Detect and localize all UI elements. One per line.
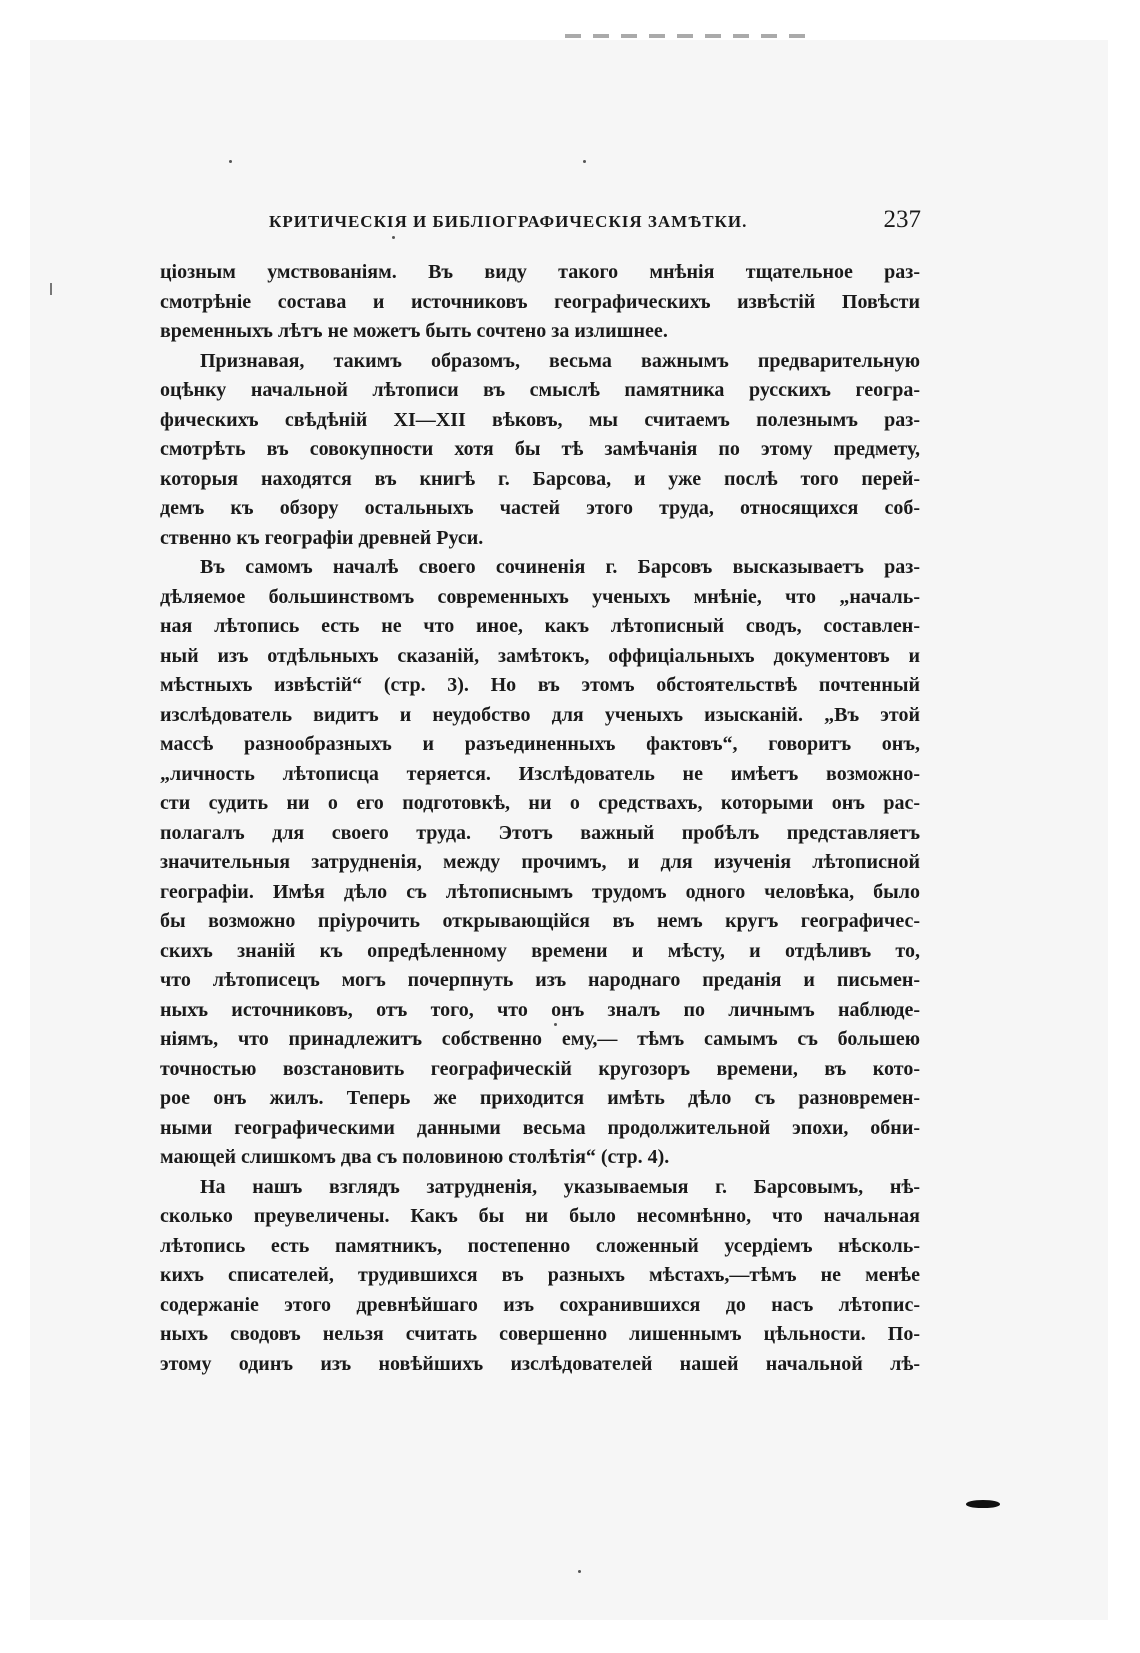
text-line: точностью возстановить географическій кругозоръ времени, въ кото- <box>160 1057 920 1080</box>
text-line: сти судить ни о его подготовкѣ, ни о средствахъ, которыми онъ рас- <box>160 792 920 814</box>
text-line: смотрѣніе состава и источниковъ географическихъ извѣстій Повѣсти <box>160 290 920 313</box>
text-line: демъ къ обзору остальныхъ частей этого труда, относящихся соб- <box>160 497 920 519</box>
text-line: временныхъ лѣтъ не можетъ быть сочтено за излишнее. <box>160 320 668 342</box>
text-line: ныхъ источниковъ, отъ того, что онъ зналъ по личнымъ наблюде- <box>160 998 920 1021</box>
running-header <box>269 206 921 240</box>
text-line: дѣляемое большинствомъ современныхъ ученыхъ мнѣніе, что „началь- <box>160 585 920 608</box>
scan-speck <box>578 1570 581 1573</box>
text-line: кихъ списателей, трудившихся въ разныхъ мѣстахъ,—тѣмъ не менѣе <box>160 1264 920 1286</box>
text-line: географіи. Имѣя дѣло съ лѣтописнымъ трудомъ одного человѣка, было <box>160 880 920 903</box>
page-number: 237 <box>883 206 921 233</box>
text-line: бы возможно пріурочить открывающійся въ немъ кругъ географичес- <box>160 910 920 932</box>
paragraph-4 <box>160 1173 920 1380</box>
text-line: На нашъ взглядъ затрудненія, указываемыя г. Барсовымъ, нѣ- <box>200 1175 920 1198</box>
scan-ink-blot <box>966 1500 1000 1508</box>
text-line: ная лѣтопись есть не что иное, какъ лѣтописный сводъ, составлен- <box>160 615 920 637</box>
text-line: которыя находятся въ книгѣ г. Барсова, и уже послѣ того перей- <box>160 467 920 490</box>
text-line: ный изъ отдѣльныхъ сказаній, замѣтокъ, оффиціальныхъ документовъ и <box>160 644 920 667</box>
text-line: изслѣдователь видитъ и неудобство для ученыхъ изысканій. „Въ этой <box>160 703 920 726</box>
text-line: сколько преувеличены. Какъ бы ни было несомнѣнно, что начальная <box>160 1205 920 1227</box>
text-line: что лѣтописецъ могъ почерпнуть изъ народнаго преданія и письмен- <box>160 969 920 991</box>
text-line: оцѣнку начальной лѣтописи въ смыслѣ памятника русскихъ геогра- <box>160 379 920 401</box>
paragraph-3 <box>160 553 920 1173</box>
text-line: полагалъ для своего труда. Этотъ важный пробѣлъ представляетъ <box>160 821 920 844</box>
text-line: лѣтопись есть памятникъ, постепенно сложенный усердіемъ нѣсколь- <box>160 1234 920 1257</box>
scan-speck <box>583 160 586 163</box>
text-line: мѣстныхъ извѣстій“ (стр. 3). Но въ этомъ обстоятельствѣ почтенный <box>160 674 920 696</box>
text-line: смотрѣть въ совокупности хотя бы тѣ замѣчанія по этому предмету, <box>160 438 920 460</box>
text-line: Признавая, такимъ образомъ, весьма важнымъ предварительную <box>200 349 920 372</box>
text-line: фическихъ свѣдѣній XI—XII вѣковъ, мы считаемъ полезнымъ раз- <box>160 408 920 431</box>
text-line: ныхъ сводовъ нельзя считать совершенно лишеннымъ цѣльности. По- <box>160 1323 920 1345</box>
text-line: массѣ разнообразныхъ и разъединенныхъ фактовъ“, говоритъ онъ, <box>160 733 920 755</box>
scan-top-dashes <box>565 34 805 38</box>
text-line: Въ самомъ началѣ своего сочиненія г. Барсовъ высказываетъ раз- <box>200 556 920 578</box>
paragraph-1 <box>160 258 920 347</box>
scan-edge-mark <box>50 283 52 295</box>
text-line: ными географическими данными весьма продолжительной эпохи, обни- <box>160 1116 920 1139</box>
header-title: КРИТИЧЕСКІЯ И БИБЛІОГРАФИЧЕСКІЯ ЗАМѢТКИ. <box>269 212 748 231</box>
text-line: содержаніе этого древнѣйшаго изъ сохранившихся до насъ лѣтопис- <box>160 1293 920 1316</box>
paragraph-2 <box>160 347 920 554</box>
scan-speck <box>554 1023 557 1026</box>
text-line: значительныя затрудненія, между прочимъ, и для изученія лѣтописной <box>160 851 920 873</box>
body-text <box>160 258 920 1379</box>
text-line: рое онъ жилъ. Теперь же приходится имѣть дѣло съ разновремен- <box>160 1087 920 1109</box>
scan-speck <box>229 160 232 163</box>
text-line: скихъ знаній къ опредѣленному времени и мѣсту, и отдѣливъ то, <box>160 939 920 962</box>
text-line: „личность лѣтописца теряется. Изслѣдователь не имѣетъ возможно- <box>160 762 920 785</box>
text-line: ственно къ географіи древней Руси. <box>160 526 484 549</box>
text-line: ціозным умствованіям. Въ виду такого мнѣнія тщательное раз- <box>160 261 920 283</box>
text-line: этому одинъ изъ новѣйшихъ изслѣдователей нашей начальной лѣ- <box>160 1352 920 1375</box>
text-line: мающей слишкомъ два съ половиною столѣтія“ (стр. 4). <box>160 1146 670 1168</box>
text-line: ніямъ, что принадлежитъ собственно ему,— тѣмъ самымъ съ большею <box>160 1028 920 1050</box>
